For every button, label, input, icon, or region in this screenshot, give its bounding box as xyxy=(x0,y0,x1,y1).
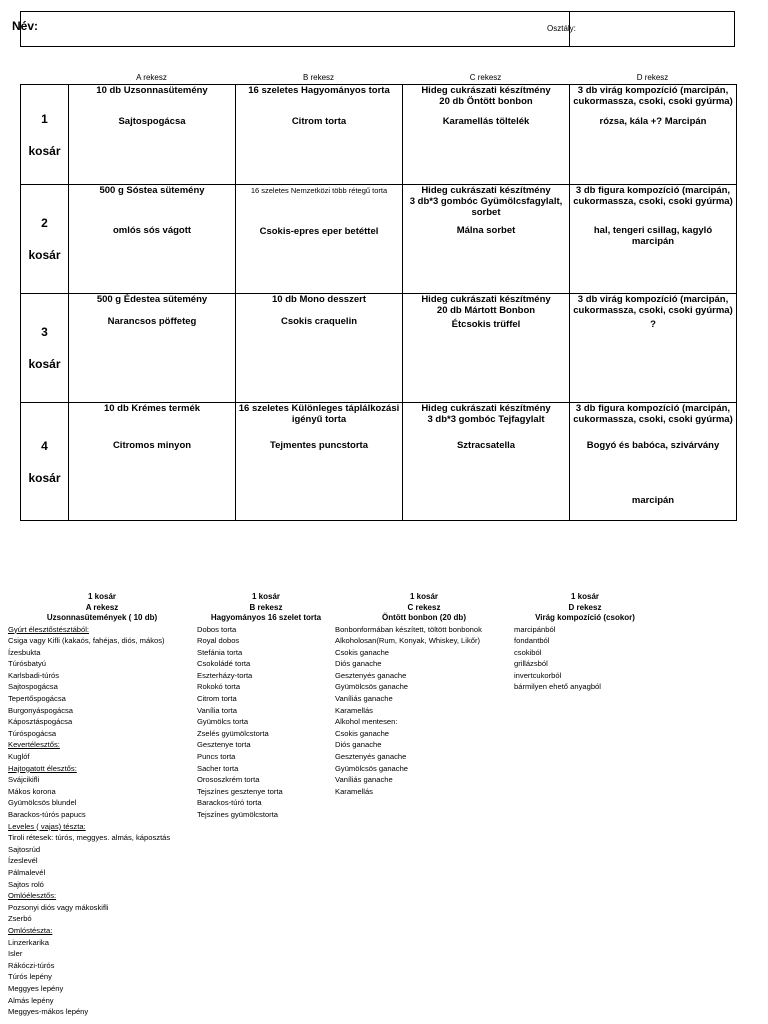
list-category: Leveles ( vajas) tészta: xyxy=(8,821,86,831)
cell-b: 10 db Mono desszert Csokis craquelin xyxy=(236,294,403,403)
list-item: Karamellás xyxy=(335,786,373,796)
list-item: Almás lepény xyxy=(8,995,54,1005)
list-item: Meggyes lepény xyxy=(8,983,64,993)
list-category: Gyúrt élesztőstésztából: xyxy=(8,624,90,634)
table-row xyxy=(21,403,737,521)
list-item: Diós ganache xyxy=(335,659,382,669)
class-label: Osztály: xyxy=(547,24,576,33)
cell-d: 3 db figura kompozíció (marcipán, cukormassza, csoki, csoki gyúrma) hal, tengeri csillag, kagyló marcipán xyxy=(570,185,737,294)
list-item: Vaníliás ganache xyxy=(335,694,393,704)
list-a xyxy=(8,592,196,1018)
list-item: Zserbó xyxy=(8,914,32,924)
list-item: Citrom torta xyxy=(197,694,237,704)
column-header-a: A rekesz xyxy=(136,73,167,82)
list-item: Tejszínes gyümölcstorta xyxy=(197,810,279,819)
list-item: Tiroli rétesek: túrós, meggyes. almás, káposztás xyxy=(8,833,171,843)
cell-a: 500 g Édestea sütemény Narancsos pöffeteg xyxy=(69,294,236,403)
cell-a: 500 g Sóstea sütemény omlós sós vágott xyxy=(69,185,236,294)
table-row xyxy=(21,185,737,294)
list-item: Csokis ganache xyxy=(335,647,390,657)
list-item: Alkoholosan(Rum, Konyak, Whiskey, Likőr) xyxy=(335,636,481,646)
basket-number: 2 kosár xyxy=(21,185,69,294)
list-item: Tejszínes gesztenye torta xyxy=(197,786,283,796)
list-item: Gyümölcsös ganache xyxy=(335,682,409,692)
cell-d: 3 db virág kompozíció (marcipán, cukormassza, csoki, csoki gyúrma) rózsa, kála +? Marcipán xyxy=(570,85,737,185)
list-item: Rákóczi-túrós xyxy=(8,960,55,970)
list-item: Sajtosrúd xyxy=(8,844,41,854)
list-item: Pozsonyi diós vagy mákoskifli xyxy=(8,902,109,912)
list-item: Túrósbatyú xyxy=(8,659,46,669)
list-item: Túrós lepény xyxy=(8,972,52,982)
list-item: grillázsból xyxy=(514,659,548,669)
list-item: Svájcikifli xyxy=(8,775,40,785)
list-item: csokiból xyxy=(514,647,542,657)
name-label: Név: xyxy=(12,19,39,33)
list-item: Tepertőspogácsa xyxy=(8,694,66,704)
table-row xyxy=(21,85,737,185)
list-category: Kevertélesztős: xyxy=(8,740,60,750)
list-item: Gesztenye torta xyxy=(197,740,251,750)
list-item: Pálmalevél xyxy=(8,867,46,877)
list-item: Rokokó torta xyxy=(197,682,241,692)
list-a-head-1: 1 kosár xyxy=(87,592,117,601)
list-item: Sajtos roló xyxy=(8,879,44,889)
list-item: Eszterházy-torta xyxy=(197,670,253,680)
list-item: Vaníliás ganache xyxy=(335,775,393,785)
list-item: Barackos-túró torta xyxy=(197,798,262,808)
list-item: Sacher torta xyxy=(197,763,239,773)
list-item: Diós ganache xyxy=(335,740,382,750)
list-item: Meggyes-mákos lepény xyxy=(8,1007,89,1017)
list-item: fondantból xyxy=(514,636,550,646)
list-item: Karlsbadi-túrós xyxy=(8,670,60,680)
list-item: Csokis ganache xyxy=(335,728,390,738)
basket-number: 3 kosár xyxy=(21,294,69,403)
list-c xyxy=(335,592,513,797)
list-b xyxy=(197,592,335,821)
list-item: Csokoládé torta xyxy=(197,659,251,669)
list-item: Bonbonformában készített, töltött bonbonok xyxy=(335,624,482,634)
list-item: Orososzkrém torta xyxy=(197,775,260,785)
list-c-head-3: Öntött bonbon (20 db) xyxy=(382,613,466,622)
list-category: Omlóélesztős: xyxy=(8,891,57,901)
list-c-head-2: C rekesz xyxy=(407,602,441,612)
column-header-b: B rekesz xyxy=(302,73,335,82)
list-item: Ízeslevél xyxy=(8,856,38,866)
list-item: Burgonyáspogácsa xyxy=(8,705,74,715)
list-item: Linzerkarika xyxy=(8,937,49,947)
basket-number: 1 kosár xyxy=(21,85,69,185)
list-b-head-1: 1 kosár xyxy=(251,592,281,601)
list-d xyxy=(514,592,656,693)
cell-b: 16 szeletes Különleges táplálkozási igényű torta Tejmentes puncstorta xyxy=(236,403,403,521)
list-item: Ízesbukta xyxy=(8,647,41,657)
list-item: bármilyen ehető anyagból xyxy=(514,682,601,692)
list-item: Túróspogácsa xyxy=(8,728,57,738)
list-item: marcipánból xyxy=(514,624,556,634)
cell-c: Hideg cukrászati készítmény 3 db*3 gombóc Tejfagylalt Sztracsatella xyxy=(403,403,570,521)
cell-a: 10 db Uzsonnasütemény Sajtospogácsa xyxy=(69,85,236,185)
list-item: Royal dobos xyxy=(197,636,240,646)
list-item: Kuglóf xyxy=(8,752,30,762)
list-item: Gesztenyés ganache xyxy=(335,670,407,680)
cell-c: Hideg cukrászati készítmény 20 db Mártott Bonbon Étcsokis trüffel xyxy=(403,294,570,403)
list-item: Sajtospogácsa xyxy=(8,682,58,692)
list-item: Gyümölcsös blundel xyxy=(8,798,77,808)
list-item: Mákos korona xyxy=(8,786,56,796)
list-item: Vanília torta xyxy=(197,705,237,715)
list-a-head-2: A rekesz xyxy=(85,602,119,612)
list-b-head-3: Hagyományos 16 szelet torta xyxy=(210,613,322,622)
list-item: invertcukorból xyxy=(514,670,562,680)
cell-c: Hideg cukrászati készítmény 20 db Öntött bonbon Karamellás töltelék xyxy=(403,85,570,185)
list-item: Gyümölcs torta xyxy=(197,717,249,727)
list-b-head-2: B rekesz xyxy=(249,602,283,612)
list-item: Csiga vagy Kifli (kakaós, fahéjas, diós, mákos) xyxy=(8,636,165,646)
list-c-head-1: 1 kosár xyxy=(409,592,439,601)
list-item: Alkohol mentesen: xyxy=(335,717,398,727)
column-header-c: C rekesz xyxy=(469,73,502,82)
list-d-head-1: 1 kosár xyxy=(570,592,600,601)
basket-table xyxy=(20,84,737,521)
list-d-head-2: D rekesz xyxy=(568,602,602,612)
list-category: Hajtogatott élesztős: xyxy=(8,763,77,773)
list-category: Omlóstészta: xyxy=(8,925,53,935)
cell-c: Hideg cukrászati készítmény 3 db*3 gombóc Gyümölcsfagylalt, sorbet Málna sorbet xyxy=(403,185,570,294)
list-d-head-3: Virág kompozíció (csokor) xyxy=(535,613,635,622)
list-item: Stefánia torta xyxy=(197,647,243,657)
cell-b: 16 szeletes Nemzetközi több rétegű torta Csokis-epres eper betéttel xyxy=(236,185,403,294)
list-item: Káposztáspogácsa xyxy=(8,717,73,727)
list-a-head-3: Uzsonnasütemények ( 10 db) xyxy=(46,613,158,622)
list-item: Isler xyxy=(8,949,23,959)
list-item: Dobos torta xyxy=(197,624,237,634)
column-header-d: D rekesz xyxy=(636,73,669,82)
basket-number: 4 kosár xyxy=(21,403,69,521)
list-item: Gesztenyés ganache xyxy=(335,752,407,762)
list-item: Gyümölcsös ganache xyxy=(335,763,409,773)
header-box xyxy=(20,11,735,47)
cell-d: 3 db virág kompozíció (marcipán, cukormassza, csoki, csoki gyúrma) ? xyxy=(570,294,737,403)
cell-b: 16 szeletes Hagyományos torta Citrom torta xyxy=(236,85,403,185)
cell-d: 3 db figura kompozíció (marcipán, cukormassza, csoki, csoki gyúrma) Bogyó és babóca, szivárvány marcipán xyxy=(570,403,737,521)
table-row xyxy=(21,294,737,403)
cell-a: 10 db Krémes termék Citromos minyon xyxy=(69,403,236,521)
list-item: Barackos-túrós papucs xyxy=(8,810,86,819)
list-item: Puncs torta xyxy=(197,752,236,762)
list-item: Zselés gyümölcstorta xyxy=(197,728,269,738)
list-item: Karamellás xyxy=(335,705,373,715)
